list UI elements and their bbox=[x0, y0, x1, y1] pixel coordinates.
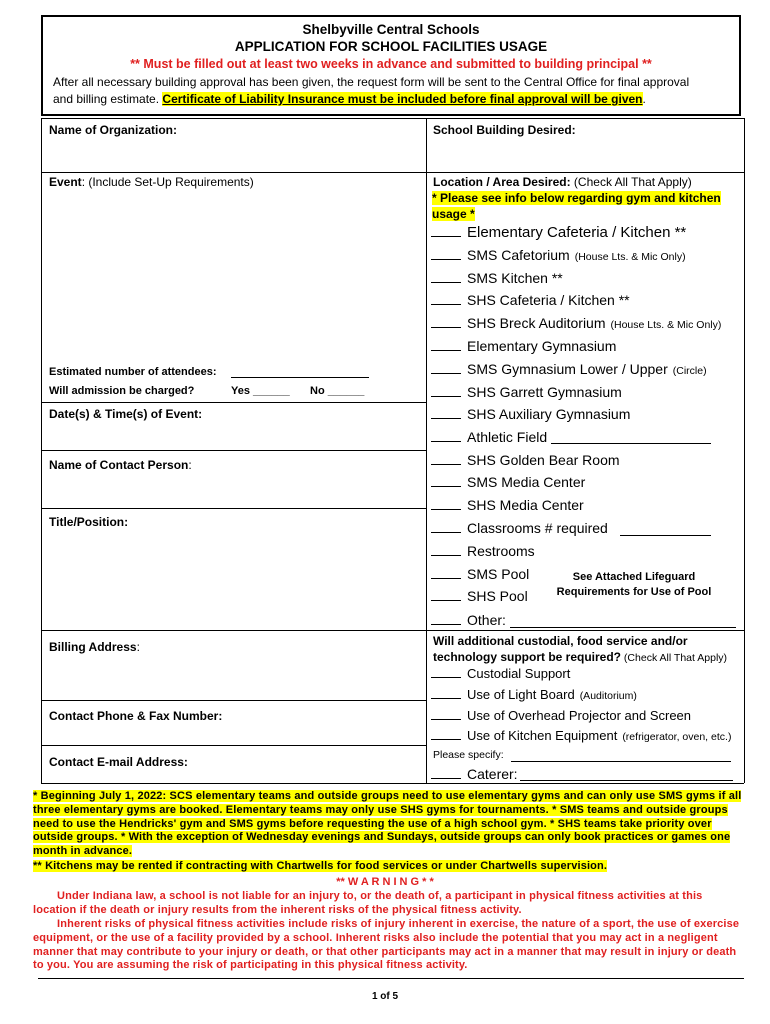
area-checkbox-blank[interactable] bbox=[431, 474, 461, 487]
area-option[interactable] bbox=[431, 497, 584, 513]
area-checkbox-blank[interactable] bbox=[431, 338, 461, 351]
area-option-label: SHS Pool bbox=[467, 588, 528, 604]
grid-row-left-3 bbox=[41, 450, 426, 451]
dates-times-label: Date(s) & Time(s) of Event: bbox=[49, 407, 203, 421]
area-checkbox-blank[interactable] bbox=[431, 612, 461, 625]
support-option-label: Use of Kitchen Equipment bbox=[467, 728, 618, 743]
contact-phone-fax-field[interactable] bbox=[43, 723, 425, 743]
dates-times-field[interactable] bbox=[43, 420, 425, 448]
area-checkbox-blank[interactable] bbox=[431, 384, 461, 397]
area-option-label: SMS Kitchen ** bbox=[467, 270, 563, 286]
area-option-label: SMS Media Center bbox=[467, 474, 586, 490]
area-option-label: Elementary Gymnasium bbox=[467, 338, 617, 354]
athletic-field-line[interactable] bbox=[551, 443, 711, 444]
area-option-label: SHS Golden Bear Room bbox=[467, 452, 620, 468]
support-option[interactable] bbox=[431, 665, 570, 681]
area-option[interactable] bbox=[431, 406, 630, 422]
support-checkbox-blank[interactable] bbox=[431, 686, 461, 699]
area-checkbox-blank[interactable] bbox=[431, 543, 461, 556]
grid-top bbox=[41, 118, 744, 119]
area-checkbox-blank[interactable] bbox=[431, 361, 461, 374]
contact-phone-fax-label: Contact Phone & Fax Number: bbox=[49, 709, 223, 723]
attendees-label: Estimated number of attendees: bbox=[49, 366, 217, 378]
area-option-label: Restrooms bbox=[467, 543, 535, 559]
area-checkbox-blank[interactable] bbox=[431, 520, 461, 533]
area-option-note: (Circle) bbox=[672, 365, 707, 377]
area-option-label: SMS Cafetorium bbox=[467, 247, 570, 263]
grid-divider bbox=[426, 118, 427, 783]
event-field[interactable] bbox=[43, 190, 425, 360]
school-building-field[interactable] bbox=[428, 136, 742, 170]
insurance-requirement: Certificate of Liability Insurance must be included before final approval will be given bbox=[162, 92, 643, 106]
support-option[interactable] bbox=[431, 727, 731, 743]
grid-row-left-6 bbox=[41, 700, 426, 701]
attendees-field[interactable] bbox=[231, 377, 369, 378]
grid-row-left-7 bbox=[41, 745, 426, 746]
area-checkbox-blank[interactable] bbox=[431, 452, 461, 465]
caterer-field[interactable] bbox=[520, 780, 733, 781]
district-name: Shelbyville Central Schools bbox=[302, 22, 480, 37]
area-checkbox-blank[interactable] bbox=[431, 566, 461, 579]
admission-yes-option[interactable]: Yes ______ bbox=[231, 385, 290, 397]
approval-info-line1: After all necessary building approval has been given, the request form will be sent to the Central Office for final approval bbox=[53, 75, 690, 89]
contact-person-field[interactable] bbox=[43, 472, 425, 506]
please-specify-label: Please specify: bbox=[433, 749, 504, 761]
area-checkbox-blank[interactable] bbox=[431, 292, 461, 305]
support-option-note: (refrigerator, oven, etc.) bbox=[622, 731, 732, 743]
caterer-option[interactable]: Caterer: bbox=[431, 766, 518, 782]
area-option-label: SHS Auxiliary Gymnasium bbox=[467, 406, 631, 422]
contact-email-label: Contact E-mail Address: bbox=[49, 755, 188, 769]
support-checkbox-blank[interactable] bbox=[431, 665, 461, 678]
support-option-note: (Auditorium) bbox=[579, 690, 637, 702]
warning-inherent-risks-text: Inherent risks of physical fitness activities include risks of injury inherent in exercise, the nature of a sport, the use of exercise equipment, or the use of a facility provided by a school. Inherent risks also include the potential that you may act in a negligent manner that may contribute to your injury or death, or that other participants may act in a manner that may result in injury or death to you. You are assuming the risk of participating in this physical fitness activity. bbox=[33, 918, 740, 972]
warning-heading: ** W A R N I N G * * bbox=[336, 876, 434, 888]
contact-person-label: Name of Contact Person: bbox=[49, 458, 192, 472]
lifeguard-requirements-note: See Attached Lifeguard Requirements for Use of Pool bbox=[556, 571, 712, 598]
area-option-label: Other: bbox=[467, 612, 506, 628]
area-option-label: SHS Cafeteria / Kitchen ** bbox=[467, 292, 630, 308]
grid-row-left-2 bbox=[41, 402, 426, 403]
approval-info-line2: and billing estimate. Certificate of Liability Insurance must be included before final approval will be given. bbox=[53, 92, 646, 106]
support-option[interactable] bbox=[431, 707, 691, 723]
gym-usage-policy: * Beginning July 1, 2022: SCS elementary teams and outside groups need to use elementary gyms and can only use SMS gyms if all three elementary gyms are booked. Elementary teams may only use SHS gyms for tournaments. * SMS teams and outside groups need to use the Hendricks' gym and SMS gyms before requesting the use of a high school gym. * SHS teams take priority over outside groups. * With the exception of Wednesday evenings and Sundays, outside groups can only book practices or games one month in advance. bbox=[33, 790, 742, 858]
other-line[interactable] bbox=[510, 627, 736, 628]
location-area-label: Location / Area Desired: (Check All That Apply) bbox=[433, 175, 692, 189]
area-option[interactable] bbox=[431, 520, 608, 536]
area-checkbox-blank[interactable] bbox=[431, 315, 461, 328]
grid-row-1 bbox=[41, 172, 744, 173]
page-number: 1 of 5 bbox=[371, 991, 399, 1002]
gym-kitchen-note: * Please see info below regarding gym and kitchen usage * bbox=[432, 191, 721, 221]
support-checkbox-blank[interactable] bbox=[431, 727, 461, 740]
area-option-label: SHS Media Center bbox=[467, 497, 584, 513]
warning-liability-text: Under Indiana law, a school is not liable for an injury to, or the death of, a participant in physical fitness activities at this location if the death or injury results from the inherent risks of the physical fitness activity. bbox=[33, 890, 703, 916]
area-option[interactable] bbox=[431, 474, 585, 490]
contact-email-field[interactable] bbox=[43, 768, 425, 782]
area-option-note: (House Lts. & Mic Only) bbox=[610, 319, 722, 331]
area-checkbox-blank[interactable] bbox=[431, 406, 461, 419]
area-option[interactable] bbox=[431, 452, 620, 468]
area-option[interactable] bbox=[431, 384, 622, 400]
support-option[interactable] bbox=[431, 686, 637, 702]
area-checkbox-blank[interactable] bbox=[431, 497, 461, 510]
grid-bottom bbox=[41, 783, 744, 784]
area-option[interactable] bbox=[431, 543, 535, 559]
area-option-label: Elementary Cafeteria / Kitchen ** bbox=[467, 224, 687, 241]
area-checkbox-blank[interactable] bbox=[431, 247, 461, 260]
submission-notice: ** Must be filled out at least two weeks in advance and submitted to building principal ** bbox=[130, 57, 652, 71]
support-question: Will additional custodial, food service and/or technology support be required? (Check All That Apply) bbox=[433, 634, 728, 664]
area-option[interactable] bbox=[431, 588, 528, 604]
area-option[interactable] bbox=[431, 612, 506, 628]
event-label: Event: (Include Set-Up Requirements) bbox=[49, 175, 254, 189]
support-checkbox-blank[interactable] bbox=[431, 707, 461, 720]
grid-right-edge bbox=[744, 118, 745, 783]
organization-name-field[interactable] bbox=[43, 136, 425, 170]
area-checkbox-blank[interactable] bbox=[431, 429, 461, 442]
area-checkbox-blank[interactable] bbox=[431, 270, 461, 283]
area-option-label: SMS Gymnasium Lower / Upper bbox=[467, 361, 668, 377]
organization-name-label: Name of Organization: bbox=[49, 123, 178, 137]
footer-rule bbox=[38, 978, 744, 979]
school-building-label: School Building Desired: bbox=[433, 123, 576, 137]
billing-address-label: Billing Address: bbox=[49, 640, 140, 654]
area-checkbox-blank[interactable] bbox=[431, 588, 461, 601]
form-title: APPLICATION FOR SCHOOL FACILITIES USAGE bbox=[234, 39, 548, 54]
header-box bbox=[41, 15, 741, 116]
area-option[interactable] bbox=[431, 292, 630, 308]
support-option-label: Custodial Support bbox=[467, 666, 571, 681]
please-specify-field[interactable] bbox=[511, 761, 731, 762]
area-option-label: SHS Garrett Gymnasium bbox=[467, 384, 622, 400]
admission-no-option[interactable]: No ______ bbox=[310, 385, 365, 397]
area-option[interactable] bbox=[431, 247, 686, 263]
area-option-label: SHS Breck Auditorium bbox=[467, 315, 606, 331]
support-option-label: Use of Light Board bbox=[467, 687, 575, 702]
area-option[interactable] bbox=[431, 338, 616, 354]
area-option-label: SMS Pool bbox=[467, 566, 530, 582]
area-option[interactable] bbox=[431, 429, 547, 445]
grid-row-left-4 bbox=[41, 508, 426, 509]
area-option-label: Classrooms # required bbox=[467, 520, 608, 536]
support-option-label: Use of Overhead Projector and Screen bbox=[467, 708, 692, 723]
area-option[interactable] bbox=[431, 361, 707, 377]
title-position-label: Title/Position: bbox=[49, 515, 129, 529]
area-option[interactable] bbox=[431, 224, 686, 241]
area-checkbox-blank[interactable] bbox=[431, 224, 461, 237]
admission-label: Will admission be charged? bbox=[49, 385, 195, 397]
area-option[interactable] bbox=[431, 270, 563, 286]
area-option[interactable] bbox=[431, 566, 529, 582]
classrooms-required-line[interactable] bbox=[620, 535, 711, 536]
area-option-label: Athletic Field bbox=[467, 429, 548, 445]
billing-address-field[interactable] bbox=[43, 655, 425, 698]
kitchen-rental-policy: ** Kitchens may be rented if contracting with Chartwells for food services or under Chartwells supervision. bbox=[33, 860, 608, 872]
area-option-note: (House Lts. & Mic Only) bbox=[574, 251, 686, 263]
title-position-field[interactable] bbox=[43, 530, 425, 628]
area-option[interactable] bbox=[431, 315, 721, 331]
grid-row-5 bbox=[41, 630, 744, 631]
